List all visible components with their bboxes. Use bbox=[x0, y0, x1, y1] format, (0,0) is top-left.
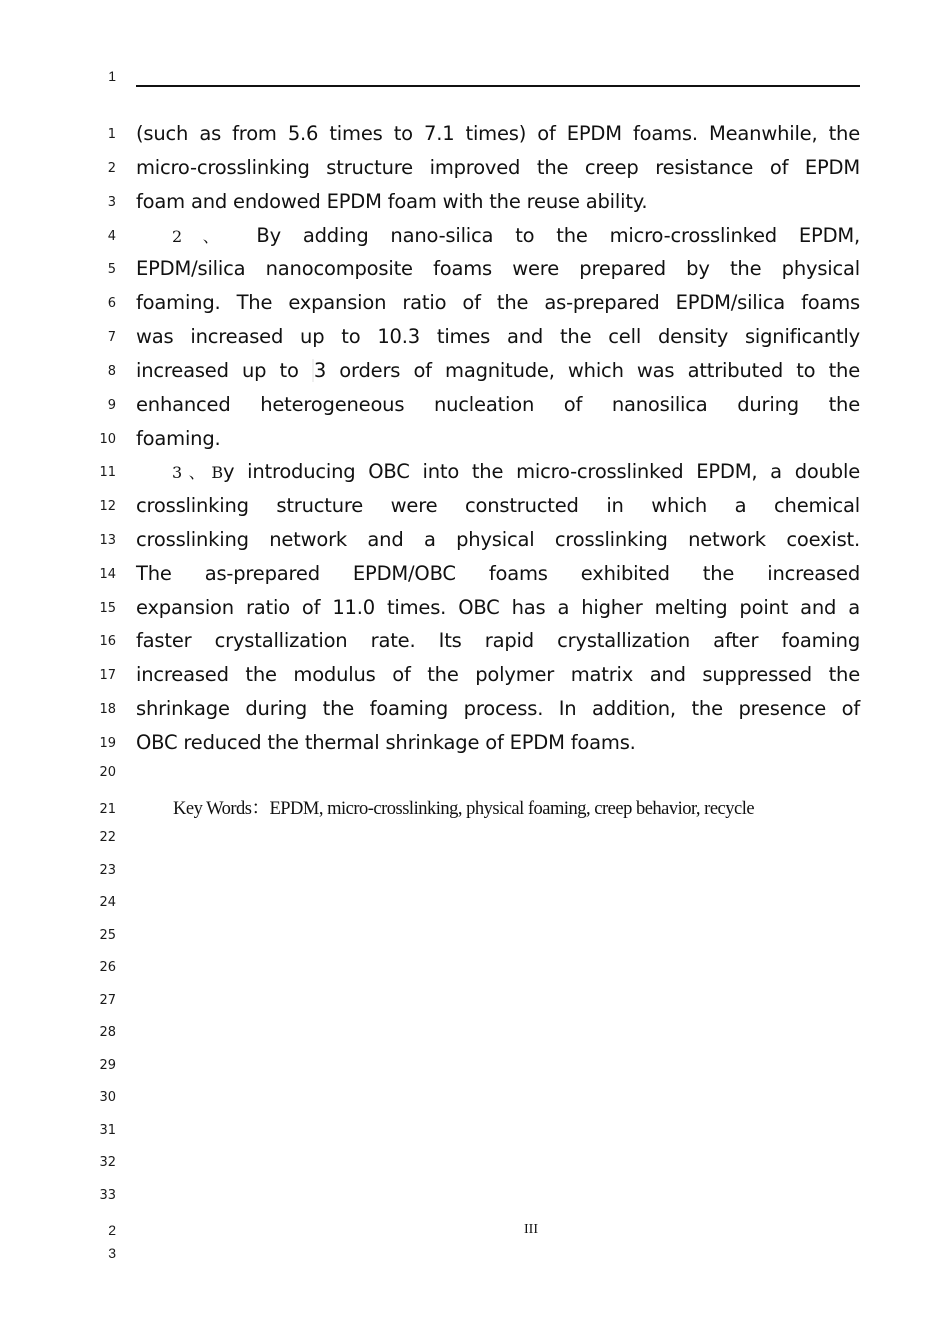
line-number: 9 bbox=[107, 398, 116, 413]
line-number: 23 bbox=[99, 863, 116, 878]
list-marker: 3、B bbox=[172, 463, 223, 482]
keywords-label: Key Words： bbox=[173, 799, 270, 819]
line-number: 7 bbox=[107, 330, 116, 345]
line-number: 5 bbox=[107, 262, 116, 277]
body-line: foaming. The expansion ratio of the as-prepared EPDM/silica foams bbox=[136, 291, 860, 314]
line-number: 6 bbox=[107, 296, 116, 311]
body-line bbox=[136, 354, 860, 388]
keywords-line bbox=[173, 796, 754, 822]
line-number: 20 bbox=[99, 765, 116, 780]
body-line: EPDM/silica nanocomposite foams were prepared by the physical bbox=[136, 257, 860, 280]
line-number: 1 bbox=[107, 127, 116, 142]
line-number: 4 bbox=[107, 229, 116, 244]
line-number: 24 bbox=[99, 895, 116, 910]
body-line: The as-prepared EPDM/OBC foams exhibited the increased bbox=[136, 562, 860, 585]
line-number: 8 bbox=[107, 364, 116, 379]
line-number: 30 bbox=[99, 1090, 116, 1105]
line-number: 3 bbox=[107, 195, 116, 210]
line-number: 28 bbox=[99, 1025, 116, 1040]
line-number: 31 bbox=[99, 1123, 116, 1138]
body-line bbox=[172, 219, 860, 253]
line-number: 10 bbox=[99, 432, 116, 447]
footer-line-number: 2 bbox=[108, 1222, 116, 1238]
line-number: 13 bbox=[99, 533, 116, 548]
body-line: (such as from 5.6 times to 7.1 times) of EPDM foams. Meanwhile, the bbox=[136, 122, 860, 145]
line-number: 11 bbox=[99, 465, 116, 480]
footer-line-number: 3 bbox=[108, 1245, 116, 1261]
body-line: crosslinking structure were constructed in which a chemical bbox=[136, 494, 860, 517]
body-line-text: y introducing OBC into the micro-crosslinked EPDM, a double bbox=[222, 460, 860, 483]
body-line: foaming. bbox=[136, 427, 221, 450]
body-line: micro-crosslinking structure improved the creep resistance of EPDM bbox=[136, 156, 860, 179]
body-line: enhanced heterogeneous nucleation of nanosilica during the bbox=[136, 393, 860, 416]
line-number: 16 bbox=[99, 634, 116, 649]
header-line-number: 1 bbox=[108, 68, 116, 84]
list-marker: 2 、 bbox=[172, 227, 235, 246]
keywords-text: EPDM, micro-crosslinking, physical foaming, creep behavior, recycle bbox=[269, 799, 755, 819]
line-number: 15 bbox=[99, 601, 116, 616]
header-rule bbox=[136, 85, 860, 87]
body-line: OBC reduced the thermal shrinkage of EPDM foams. bbox=[136, 731, 636, 754]
line-number: 21 bbox=[99, 802, 116, 817]
line-number: 27 bbox=[99, 993, 116, 1008]
line-number: 32 bbox=[99, 1155, 116, 1170]
line-number: 26 bbox=[99, 960, 116, 975]
line-number: 2 bbox=[107, 161, 116, 176]
body-line: expansion ratio of 11.0 times. OBC has a higher melting point and a bbox=[136, 596, 860, 619]
line-number: 25 bbox=[99, 928, 116, 943]
line-number: 12 bbox=[99, 499, 116, 514]
body-line-text: increased up to bbox=[136, 359, 312, 382]
line-number: 29 bbox=[99, 1058, 116, 1073]
line-number: 18 bbox=[99, 702, 116, 717]
page-number: III bbox=[524, 1222, 538, 1237]
body-line: foam and endowed EPDM foam with the reuse ability. bbox=[136, 190, 648, 213]
line-number: 22 bbox=[99, 830, 116, 845]
body-line: increased the modulus of the polymer matrix and suppressed the bbox=[136, 663, 860, 686]
line-number: 14 bbox=[99, 567, 116, 582]
body-line-text: By adding nano-silica to the micro-crosslinked EPDM, bbox=[256, 224, 861, 247]
body-line: was increased up to 10.3 times and the cell density significantly bbox=[136, 325, 860, 348]
line-number: 19 bbox=[99, 736, 116, 751]
body-line: faster crystallization rate. Its rapid crystallization after foaming bbox=[136, 629, 860, 652]
body-line: crosslinking network and a physical crosslinking network coexist. bbox=[136, 528, 860, 551]
body-line bbox=[172, 455, 860, 489]
line-number: 17 bbox=[99, 668, 116, 683]
body-line: shrinkage during the foaming process. In addition, the presence of bbox=[136, 697, 860, 720]
body-line-text: 3 orders of magnitude, which was attributed to the bbox=[313, 359, 861, 382]
line-number: 33 bbox=[99, 1188, 116, 1203]
